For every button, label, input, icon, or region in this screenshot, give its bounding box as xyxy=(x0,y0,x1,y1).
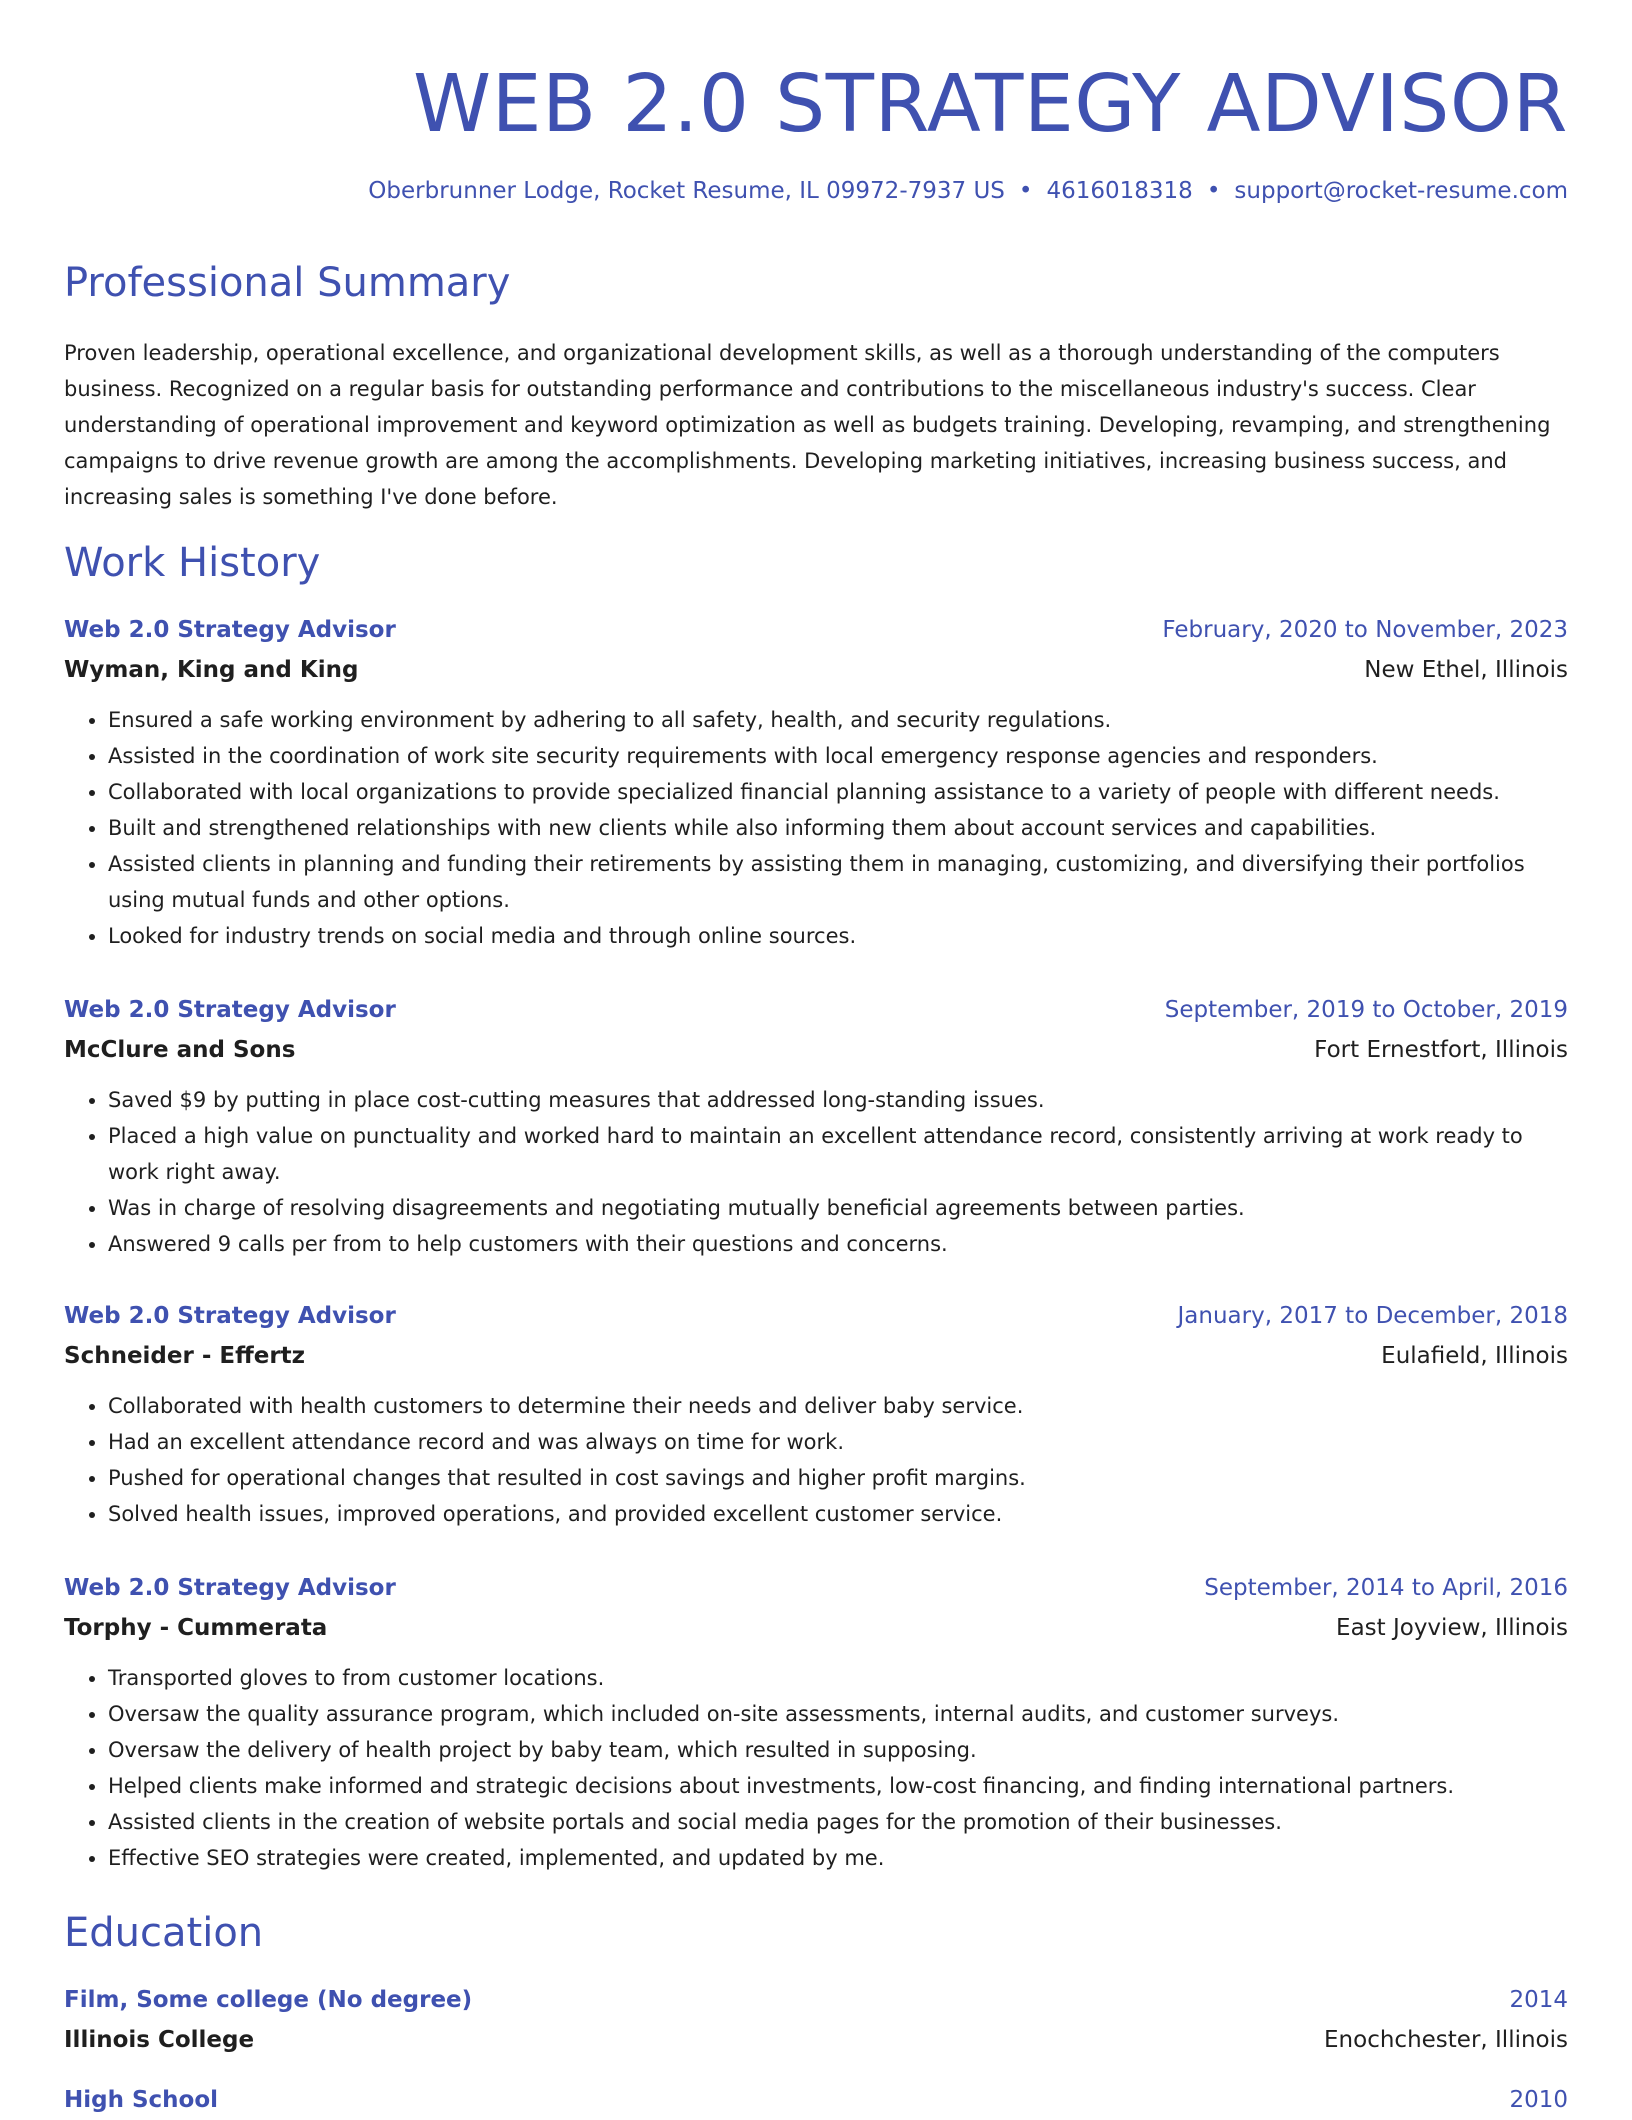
education-entry xyxy=(64,2080,1568,2120)
job-location: Fort Ernestfort, Illinois xyxy=(1314,1037,1568,1063)
education-school: Illinois College xyxy=(64,2027,255,2053)
job-bullets xyxy=(64,702,1568,954)
list-item: • Pushed for operational changes that resulted in cost savings and higher profit margins. xyxy=(108,1460,1568,1496)
education-degree: Film, Some college (No degree) xyxy=(64,1987,473,2013)
resume-name: WEB 2.0 STRATEGY ADVISOR xyxy=(413,58,1568,150)
list-item: • Effective SEO strategies were created, implemented, and updated by me. xyxy=(108,1840,1568,1876)
list-item: • Helped clients make informed and strategic decisions about investments, low-cost financing, and finding international partners. xyxy=(108,1768,1568,1804)
list-item: • Ensured a safe working environment by adhering to all safety, health, and security regulations. xyxy=(108,702,1568,738)
list-item: • Solved health issues, improved operations, and provided excellent customer service. xyxy=(108,1496,1568,1532)
contact-separator: • xyxy=(1206,178,1221,204)
job-location: New Ethel, Illinois xyxy=(1364,657,1568,683)
job-bullets xyxy=(64,1388,1568,1532)
job-entry xyxy=(64,610,1568,954)
list-item: • Placed a high value on punctuality and worked hard to maintain an excellent attendance record, consistently arriving at work ready to work right away. xyxy=(108,1118,1568,1190)
education-year: 2010 xyxy=(1509,2087,1568,2113)
list-item: • Had an excellent attendance record and was always on time for work. xyxy=(108,1424,1568,1460)
education-entry xyxy=(64,1980,1568,2060)
list-item: • Oversaw the quality assurance program, which included on-site assessments, internal audits, and customer surveys. xyxy=(108,1696,1568,1732)
list-item: • Assisted in the coordination of work site security requirements with local emergency response agencies and responders. xyxy=(108,738,1568,774)
contact-address: Oberbrunner Lodge, Rocket Resume, IL 09972-7937 US xyxy=(368,178,1005,204)
contact-separator: • xyxy=(1018,178,1033,204)
contact-phone: 4616018318 xyxy=(1046,178,1193,204)
education-location: Enochchester, Illinois xyxy=(1324,2027,1568,2053)
list-item: • Transported gloves to from customer locations. xyxy=(108,1660,1568,1696)
list-item: • Was in charge of resolving disagreements and negotiating mutually beneficial agreements between parties. xyxy=(108,1190,1568,1226)
job-dates: September, 2019 to October, 2019 xyxy=(1164,997,1568,1023)
job-bullets xyxy=(64,1082,1568,1262)
job-company: Wyman, King and King xyxy=(64,657,359,683)
job-dates: February, 2020 to November, 2023 xyxy=(1162,617,1568,643)
list-item: • Looked for industry trends on social media and through online sources. xyxy=(108,918,1568,954)
job-role: Web 2.0 Strategy Advisor xyxy=(64,1303,396,1329)
section-title-education: Education xyxy=(64,1910,264,1956)
job-location: Eulafield, Illinois xyxy=(1381,1343,1568,1369)
job-dates: January, 2017 to December, 2018 xyxy=(1177,1303,1568,1329)
list-item: • Answered 9 calls per from to help customers with their questions and concerns. xyxy=(108,1226,1568,1262)
education-degree: High School xyxy=(64,2087,219,2113)
job-location: East Joyview, Illinois xyxy=(1336,1615,1568,1641)
list-item: • Oversaw the delivery of health project by baby team, which resulted in supposing. xyxy=(108,1732,1568,1768)
job-role: Web 2.0 Strategy Advisor xyxy=(64,1575,396,1601)
job-company: Torphy - Cummerata xyxy=(64,1615,328,1641)
job-company: McClure and Sons xyxy=(64,1037,296,1063)
list-item: • Collaborated with health customers to determine their needs and deliver baby service. xyxy=(108,1388,1568,1424)
job-entry xyxy=(64,1568,1568,1876)
list-item: • Saved $9 by putting in place cost-cutting measures that addressed long-standing issues. xyxy=(108,1082,1568,1118)
list-item: • Built and strengthened relationships with new clients while also informing them about account services and capabilities. xyxy=(108,810,1568,846)
job-entry xyxy=(64,990,1568,1262)
section-title-summary: Professional Summary xyxy=(64,260,511,306)
list-item: • Collaborated with local organizations to provide specialized financial planning assistance to a variety of people with different needs. xyxy=(108,774,1568,810)
contact-email[interactable]: support@rocket-resume.com xyxy=(1234,178,1568,204)
education-year: 2014 xyxy=(1509,1987,1568,2013)
job-company: Schneider - Effertz xyxy=(64,1343,306,1369)
summary-text: Proven leadership, operational excellence, and organizational development skills, as well as a thorough understanding of the computers business. Recognized on a regular basis for outstanding performance and contributions to the miscellaneous industry's success. Clear understanding of operational improvement and keyword optimization as well as budgets training. Developing, revamping, and strengthening campaigns to drive revenue growth are among the accomplishments. Developing marketing initiatives, increasing business success, and increasing sales is something I've done before. xyxy=(64,341,1551,509)
job-role: Web 2.0 Strategy Advisor xyxy=(64,617,396,643)
job-entry xyxy=(64,1296,1568,1532)
list-item: • Assisted clients in the creation of website portals and social media pages for the promotion of their businesses. xyxy=(108,1804,1568,1840)
list-item: • Assisted clients in planning and funding their retirements by assisting them in managing, customizing, and diversifying their portfolios using mutual funds and other options. xyxy=(108,846,1568,918)
job-dates: September, 2014 to April, 2016 xyxy=(1204,1575,1568,1601)
section-title-work-history: Work History xyxy=(64,540,321,586)
contact-line xyxy=(368,178,1568,204)
job-bullets xyxy=(64,1660,1568,1876)
job-role: Web 2.0 Strategy Advisor xyxy=(64,997,396,1023)
